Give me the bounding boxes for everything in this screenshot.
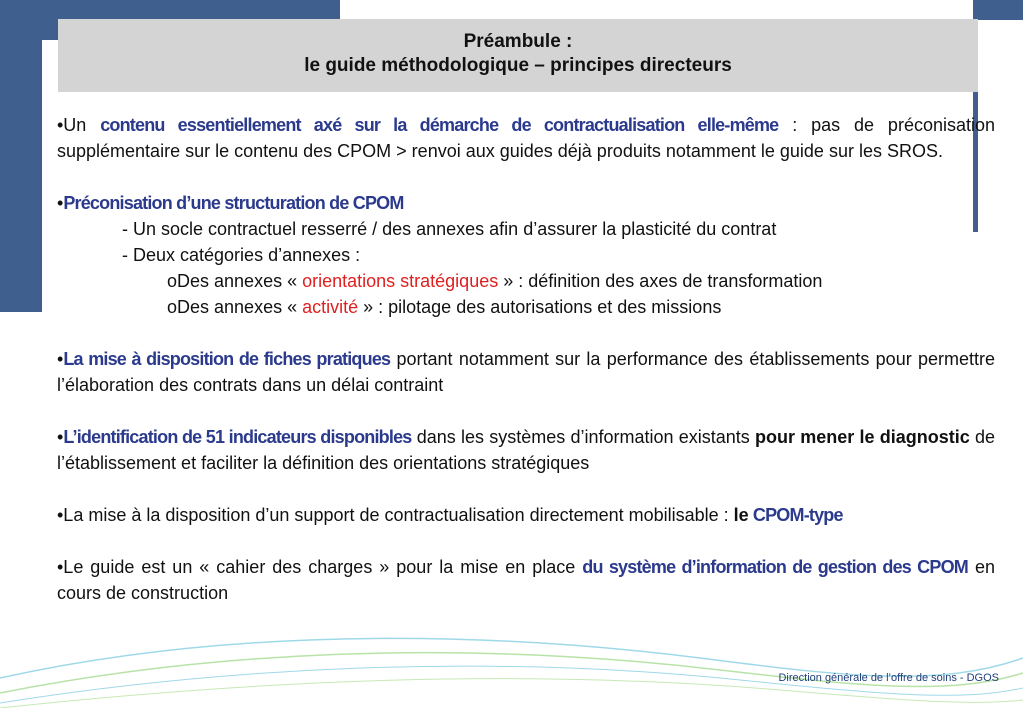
highlight-text: du système d’information de gestion des CPOM (582, 557, 968, 577)
slide-title-box (58, 19, 978, 92)
red-term: activité (302, 297, 359, 317)
bold-text: pour mener le diagnostic (755, 427, 970, 447)
slide-body (57, 112, 995, 606)
highlight-text: Préconisation d’une structuration de CPOM (63, 193, 404, 213)
highlight-text: L’identification de 51 indicateurs disponibles (63, 427, 412, 447)
bullet-fiches-pratiques: •La mise à disposition de fiches pratiques portant notamment sur la performance des établissements pour permettre l’élaboration des contrats dans un délai contraint (57, 349, 995, 395)
sub-item-socle: - Un socle contractuel resserré / des annexes afin d’assurer la plasticité du contrat (122, 219, 777, 239)
bold-text: le (733, 505, 749, 525)
sub-sub-item-activite: oDes annexes « activité » : pilotage des autorisations et des missions (167, 297, 722, 317)
decorative-swirl-lines (0, 618, 1023, 708)
bullet-content-focus: •Un contenu essentiellement axé sur la démarche de contractualisation elle-même : pas de préconisation supplémentaire sur le contenu des CPOM > renvoi aux guides déjà produits notamment le guide sur les SROS. (57, 115, 996, 161)
highlight-text: contenu essentiellement axé sur la démarche de contractualisation elle-même (100, 115, 779, 135)
red-term: orientations stratégiques (302, 271, 499, 291)
bullet-cpom-type: •La mise à la disposition d’un support de contractualisation directement mobilisable : le CPOM-type (57, 505, 843, 525)
sub-item-categories: - Deux catégories d’annexes : (122, 245, 361, 265)
highlight-text: La mise à disposition de fiches pratiques (63, 349, 391, 369)
slide-title-line2: le guide méthodologique – principes directeurs (304, 55, 732, 76)
bullet-indicateurs: •L’identification de 51 indicateurs disponibles dans les systèmes d’information existants pour mener le diagnostic de l’établissement et faciliter la définition des orientations stratégiques (57, 427, 995, 473)
bullet-systeme-information: •Le guide est un « cahier des charges » pour la mise en place du système d’information de gestion des CPOM en cours de construction (57, 557, 995, 603)
footer-credit: Direction générale de l’offre de soins - DGOS (778, 672, 999, 684)
bullet-structuration: •Préconisation d’une structuration de CPOM (57, 193, 404, 213)
slide-title-line1: Préambule : (463, 31, 573, 52)
highlight-text: CPOM-type (748, 505, 843, 525)
sub-sub-item-orientations: oDes annexes « orientations stratégiques » : définition des axes de transformation (167, 271, 823, 291)
